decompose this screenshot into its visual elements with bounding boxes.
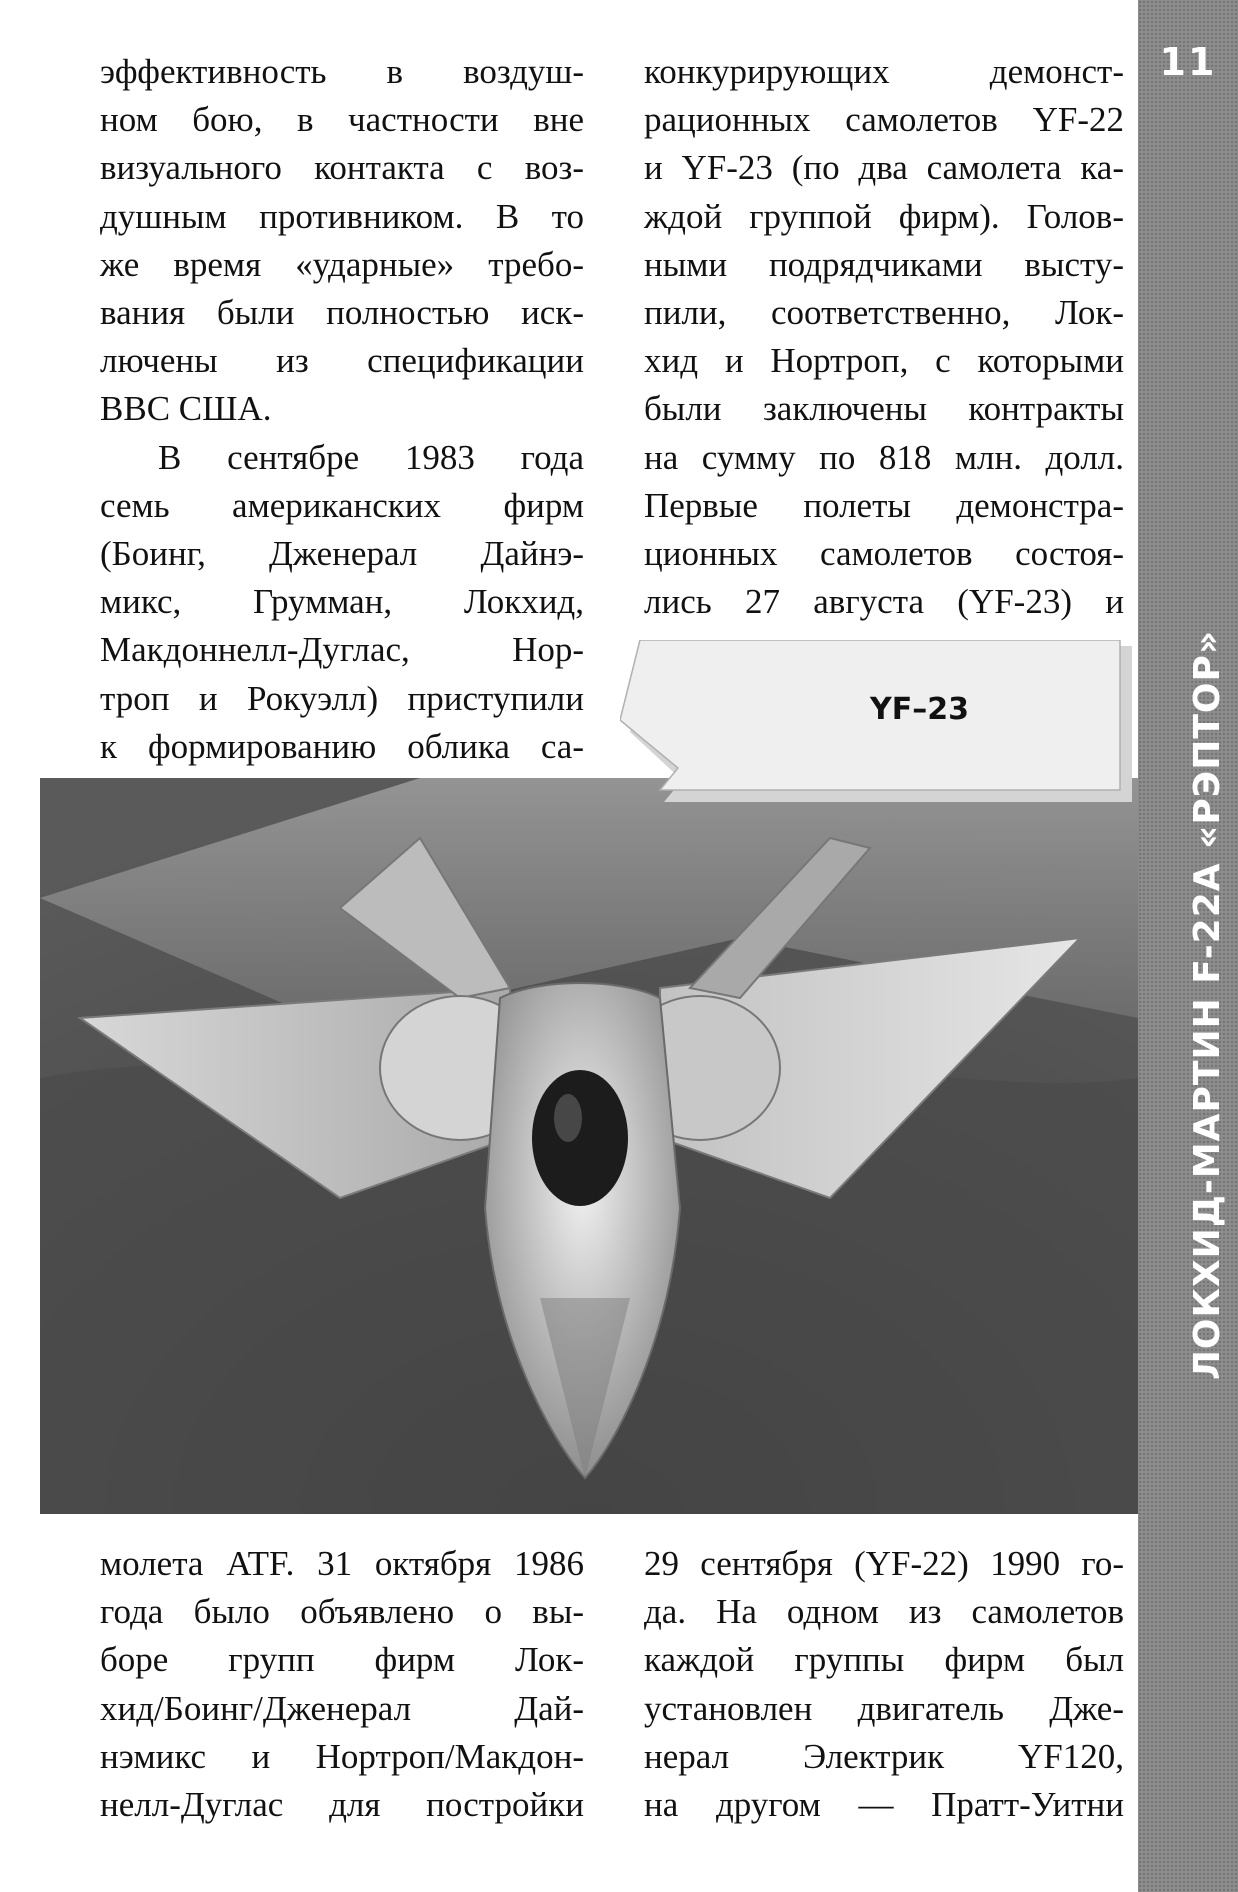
text-line: Макдоннелл-Дуглас, Нор- — [100, 630, 584, 670]
text-line: (Боинг, Дженерал Дайнэ- — [100, 534, 584, 574]
text-line: нелл-Дуглас для постройки — [100, 1785, 584, 1825]
text-column-bottom-left — [100, 1540, 584, 1829]
text-line: каждой группы фирм был — [644, 1640, 1124, 1680]
text-line: эффективность в воздуш- — [100, 52, 584, 91]
text-column-top-left — [100, 48, 584, 771]
text-line: вания были полностью иск- — [100, 293, 584, 333]
text-line: рационных самолетов YF-22 — [644, 100, 1124, 140]
text-column-top-right — [644, 48, 1124, 626]
text-line: и YF-23 (по два самолета ка- — [644, 148, 1124, 188]
text-line: были заключены контракты — [644, 389, 1124, 429]
text-line: ном бою, в частности вне — [100, 100, 584, 140]
text-line: троп и Рокуэлл) приступили — [100, 678, 584, 718]
text-line: на сумму по 818 млн. долл. — [644, 437, 1124, 477]
text-line: Первые полеты демонстра- — [644, 485, 1124, 525]
aircraft-illustration — [40, 778, 1138, 1514]
text-line: нерал Электрик YF120, — [644, 1736, 1124, 1776]
text-line: хид/Боинг/Дженерал Дай- — [100, 1688, 584, 1728]
aircraft-photo — [40, 778, 1138, 1514]
text-line: душным противником. В то — [100, 196, 584, 236]
text-line: лючены из спецификации — [100, 341, 584, 381]
text-line: микс, Грумман, Локхид, — [100, 582, 584, 622]
text-line: на другом — Пратт-Уитни — [644, 1785, 1124, 1825]
text-line: конкурирующих демонст- — [644, 52, 1124, 91]
running-title: ЛОКХИД-МАРТИН F-22A «РЭПТОР» — [1187, 629, 1228, 1380]
text-line: пили, соответственно, Лок- — [644, 293, 1124, 333]
text-line: ционных самолетов состоя- — [644, 534, 1124, 574]
page-number: 11 — [1159, 40, 1217, 84]
text-line: нэмикс и Нортроп/Макдон- — [100, 1736, 584, 1776]
text-line: 29 сентября (YF-22) 1990 го- — [644, 1544, 1124, 1583]
text-line: к формированию облика са- — [100, 726, 584, 766]
text-line: хид и Нортроп, с которыми — [644, 341, 1124, 381]
photo-caption: YF–23 — [870, 692, 969, 727]
text-line: ными подрядчиками высту- — [644, 244, 1124, 284]
text-line: боре групп фирм Лок- — [100, 1640, 584, 1680]
text-line: да. На одном из самолетов — [644, 1592, 1124, 1632]
text-line: визуального контакта с воз- — [100, 148, 584, 188]
text-line: лись 27 августа (YF-23) и — [644, 582, 1124, 622]
photo-caption-callout — [620, 640, 1135, 808]
text-line: установлен двигатель Дже- — [644, 1688, 1124, 1728]
text-line: же время «ударные» требо- — [100, 244, 584, 284]
text-line: года было объявлено о вы- — [100, 1592, 584, 1632]
text-line: семь американских фирм — [100, 485, 584, 525]
text-line: молета ATF. 31 октября 1986 — [100, 1544, 584, 1583]
text-column-bottom-right — [644, 1540, 1124, 1829]
text-line: ВВС США. — [100, 389, 272, 429]
text-line: ждой группой фирм). Голов- — [644, 196, 1124, 236]
text-line: В сентябре 1983 года — [158, 437, 584, 477]
